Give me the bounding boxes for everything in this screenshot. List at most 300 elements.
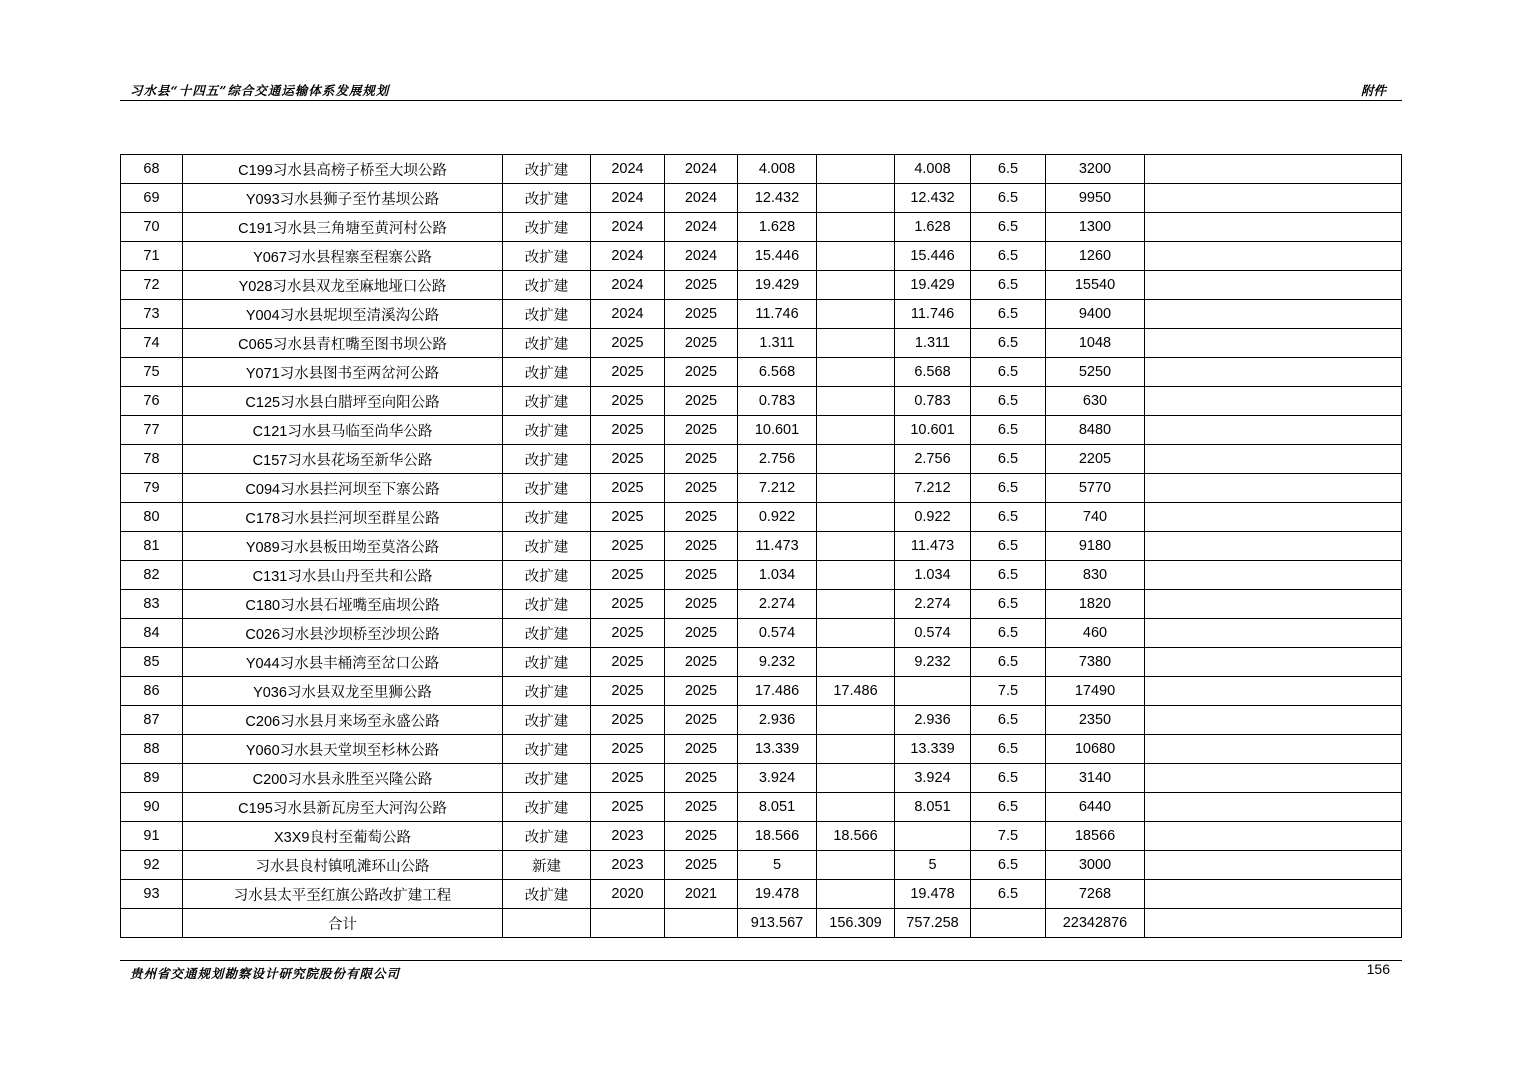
road-project-table [120, 154, 1402, 938]
cell-total-length: 2.756 [738, 445, 817, 474]
cell-remark [1145, 416, 1402, 445]
cell-investment: 9180 [1046, 532, 1145, 561]
cell-construction-type: 改扩建 [503, 677, 591, 706]
cell-length-a [817, 300, 895, 329]
cell-construction-type: 改扩建 [503, 184, 591, 213]
table-row [121, 184, 1402, 213]
cell-road-width [971, 909, 1046, 938]
cell-number: 76 [121, 387, 183, 416]
cell-number [121, 909, 183, 938]
cell-start-year: 2025 [591, 561, 665, 590]
cell-road-width: 6.5 [971, 619, 1046, 648]
cell-construction-type: 改扩建 [503, 445, 591, 474]
cell-investment: 3200 [1046, 155, 1145, 184]
cell-length-b: 13.339 [895, 735, 971, 764]
table-row [121, 793, 1402, 822]
table-row [121, 764, 1402, 793]
cell-length-b: 1.034 [895, 561, 971, 590]
cell-end-year: 2024 [665, 242, 738, 271]
cell-total-length: 18.566 [738, 822, 817, 851]
cell-investment: 1260 [1046, 242, 1145, 271]
cell-end-year: 2025 [665, 764, 738, 793]
table-row [121, 387, 1402, 416]
cell-length-a [817, 619, 895, 648]
cell-start-year: 2023 [591, 822, 665, 851]
table-row [121, 561, 1402, 590]
cell-construction-type: 改扩建 [503, 300, 591, 329]
cell-remark [1145, 445, 1402, 474]
cell-road-width: 6.5 [971, 532, 1046, 561]
cell-project-name: Y067习水县程寨至程寨公路 [183, 242, 503, 271]
cell-remark [1145, 184, 1402, 213]
cell-project-name: C026习水县沙坝桥至沙坝公路 [183, 619, 503, 648]
cell-length-b: 4.008 [895, 155, 971, 184]
cell-length-a [817, 590, 895, 619]
cell-project-name: Y089习水县板田坳至莫洛公路 [183, 532, 503, 561]
cell-construction-type: 改扩建 [503, 735, 591, 764]
cell-total-length: 6.568 [738, 358, 817, 387]
cell-end-year: 2025 [665, 300, 738, 329]
cell-start-year: 2023 [591, 851, 665, 880]
cell-start-year: 2025 [591, 677, 665, 706]
cell-remark [1145, 532, 1402, 561]
cell-length-a [817, 387, 895, 416]
page-number: 156 [1366, 961, 1390, 977]
cell-investment: 740 [1046, 503, 1145, 532]
cell-construction-type: 改扩建 [503, 532, 591, 561]
cell-investment: 830 [1046, 561, 1145, 590]
header-attachment-label: 附件 [1360, 83, 1386, 98]
cell-project-name: C178习水县拦河坝至群星公路 [183, 503, 503, 532]
cell-number: 83 [121, 590, 183, 619]
cell-end-year: 2025 [665, 503, 738, 532]
cell-length-b: 3.924 [895, 764, 971, 793]
cell-remark [1145, 358, 1402, 387]
cell-project-name: Y004习水县坭坝至清溪沟公路 [183, 300, 503, 329]
cell-project-name: C191习水县三角塘至黄河村公路 [183, 213, 503, 242]
cell-remark [1145, 329, 1402, 358]
cell-project-name: C065习水县青杠嘴至图书坝公路 [183, 329, 503, 358]
cell-length-b: 8.051 [895, 793, 971, 822]
cell-total-length: 1.311 [738, 329, 817, 358]
cell-end-year: 2025 [665, 416, 738, 445]
cell-length-b: 2.936 [895, 706, 971, 735]
cell-length-a: 17.486 [817, 677, 895, 706]
cell-start-year: 2025 [591, 590, 665, 619]
cell-length-b: 12.432 [895, 184, 971, 213]
cell-length-a [817, 329, 895, 358]
cell-road-width: 7.5 [971, 677, 1046, 706]
table-row [121, 503, 1402, 532]
cell-length-a: 18.566 [817, 822, 895, 851]
cell-length-b: 9.232 [895, 648, 971, 677]
cell-end-year: 2025 [665, 329, 738, 358]
cell-total-length: 2.274 [738, 590, 817, 619]
cell-number: 70 [121, 213, 183, 242]
cell-road-width: 6.5 [971, 445, 1046, 474]
cell-length-a [817, 184, 895, 213]
cell-number: 84 [121, 619, 183, 648]
cell-end-year: 2025 [665, 706, 738, 735]
cell-investment: 7380 [1046, 648, 1145, 677]
cell-length-b: 15.446 [895, 242, 971, 271]
cell-total-length: 15.446 [738, 242, 817, 271]
cell-number: 90 [121, 793, 183, 822]
cell-number: 87 [121, 706, 183, 735]
cell-end-year: 2025 [665, 851, 738, 880]
cell-project-name: C200习水县永胜至兴隆公路 [183, 764, 503, 793]
cell-construction-type: 改扩建 [503, 155, 591, 184]
cell-remark [1145, 909, 1402, 938]
cell-investment: 17490 [1046, 677, 1145, 706]
cell-construction-type: 改扩建 [503, 880, 591, 909]
cell-road-width: 6.5 [971, 358, 1046, 387]
cell-length-b: 1.311 [895, 329, 971, 358]
cell-remark [1145, 271, 1402, 300]
cell-road-width: 6.5 [971, 329, 1046, 358]
cell-total-length: 913.567 [738, 909, 817, 938]
cell-construction-type: 改扩建 [503, 793, 591, 822]
cell-number: 72 [121, 271, 183, 300]
cell-number: 73 [121, 300, 183, 329]
cell-start-year: 2025 [591, 532, 665, 561]
cell-end-year: 2025 [665, 474, 738, 503]
table-row [121, 619, 1402, 648]
cell-length-b: 2.756 [895, 445, 971, 474]
cell-remark [1145, 677, 1402, 706]
cell-remark [1145, 822, 1402, 851]
cell-number: 79 [121, 474, 183, 503]
page-header [120, 80, 1402, 101]
cell-start-year: 2025 [591, 358, 665, 387]
cell-start-year: 2025 [591, 503, 665, 532]
cell-total-length: 12.432 [738, 184, 817, 213]
cell-start-year: 2025 [591, 706, 665, 735]
cell-construction-type: 改扩建 [503, 590, 591, 619]
table-total-row [121, 909, 1402, 938]
cell-total-length: 0.783 [738, 387, 817, 416]
cell-remark [1145, 503, 1402, 532]
table-row [121, 242, 1402, 271]
cell-length-a [817, 503, 895, 532]
cell-number: 80 [121, 503, 183, 532]
cell-length-a [817, 735, 895, 764]
cell-remark [1145, 155, 1402, 184]
cell-road-width: 6.5 [971, 300, 1046, 329]
cell-road-width: 7.5 [971, 822, 1046, 851]
cell-length-a [817, 764, 895, 793]
cell-start-year: 2025 [591, 735, 665, 764]
cell-construction-type: 改扩建 [503, 271, 591, 300]
cell-length-a [817, 358, 895, 387]
cell-project-name: Y060习水县天堂坝至杉林公路 [183, 735, 503, 764]
cell-start-year: 2024 [591, 213, 665, 242]
cell-investment: 3000 [1046, 851, 1145, 880]
cell-construction-type: 改扩建 [503, 242, 591, 271]
table-row [121, 648, 1402, 677]
cell-project-name: C180习水县石垭嘴至庙坝公路 [183, 590, 503, 619]
cell-end-year: 2025 [665, 677, 738, 706]
cell-start-year: 2024 [591, 242, 665, 271]
cell-remark [1145, 648, 1402, 677]
cell-number: 77 [121, 416, 183, 445]
cell-length-b: 0.574 [895, 619, 971, 648]
cell-total-length: 9.232 [738, 648, 817, 677]
cell-number: 69 [121, 184, 183, 213]
cell-start-year: 2025 [591, 793, 665, 822]
cell-remark [1145, 735, 1402, 764]
cell-remark [1145, 764, 1402, 793]
cell-construction-type: 改扩建 [503, 416, 591, 445]
cell-project-name: 合计 [183, 909, 503, 938]
table-row [121, 329, 1402, 358]
cell-remark [1145, 619, 1402, 648]
cell-construction-type: 改扩建 [503, 474, 591, 503]
table-row [121, 155, 1402, 184]
cell-start-year: 2025 [591, 648, 665, 677]
cell-start-year: 2025 [591, 474, 665, 503]
cell-number: 85 [121, 648, 183, 677]
cell-length-b: 1.628 [895, 213, 971, 242]
cell-remark [1145, 474, 1402, 503]
cell-investment: 5770 [1046, 474, 1145, 503]
cell-investment: 18566 [1046, 822, 1145, 851]
cell-total-length: 11.746 [738, 300, 817, 329]
cell-project-name: 习水县良村镇吼滩环山公路 [183, 851, 503, 880]
cell-start-year: 2020 [591, 880, 665, 909]
cell-road-width: 6.5 [971, 880, 1046, 909]
cell-investment: 9950 [1046, 184, 1145, 213]
cell-remark [1145, 300, 1402, 329]
cell-total-length: 1.628 [738, 213, 817, 242]
cell-number: 88 [121, 735, 183, 764]
cell-investment: 15540 [1046, 271, 1145, 300]
cell-number: 71 [121, 242, 183, 271]
cell-project-name: 习水县太平至红旗公路改扩建工程 [183, 880, 503, 909]
cell-length-a [817, 706, 895, 735]
cell-investment: 460 [1046, 619, 1145, 648]
cell-project-name: X3X9良村至葡萄公路 [183, 822, 503, 851]
cell-total-length: 19.478 [738, 880, 817, 909]
cell-total-length: 17.486 [738, 677, 817, 706]
cell-number: 81 [121, 532, 183, 561]
cell-total-length: 4.008 [738, 155, 817, 184]
cell-road-width: 6.5 [971, 387, 1046, 416]
cell-start-year: 2025 [591, 445, 665, 474]
cell-road-width: 6.5 [971, 416, 1046, 445]
cell-number: 78 [121, 445, 183, 474]
cell-length-b: 11.473 [895, 532, 971, 561]
cell-construction-type: 改扩建 [503, 764, 591, 793]
cell-investment: 3140 [1046, 764, 1145, 793]
cell-end-year: 2025 [665, 590, 738, 619]
cell-investment: 1300 [1046, 213, 1145, 242]
cell-number: 91 [121, 822, 183, 851]
cell-construction-type: 改扩建 [503, 706, 591, 735]
cell-length-a [817, 793, 895, 822]
cell-construction-type: 改扩建 [503, 213, 591, 242]
cell-total-length: 2.936 [738, 706, 817, 735]
cell-construction-type: 改扩建 [503, 503, 591, 532]
cell-length-a [817, 880, 895, 909]
table-row [121, 358, 1402, 387]
table-body [121, 155, 1402, 938]
cell-investment: 10680 [1046, 735, 1145, 764]
cell-project-name: C125习水县白腊坪至向阳公路 [183, 387, 503, 416]
cell-end-year: 2024 [665, 213, 738, 242]
cell-end-year: 2025 [665, 619, 738, 648]
cell-number: 74 [121, 329, 183, 358]
cell-road-width: 6.5 [971, 242, 1046, 271]
cell-investment: 630 [1046, 387, 1145, 416]
cell-start-year: 2025 [591, 619, 665, 648]
cell-total-length: 3.924 [738, 764, 817, 793]
cell-length-b: 0.783 [895, 387, 971, 416]
cell-investment: 1820 [1046, 590, 1145, 619]
cell-remark [1145, 242, 1402, 271]
cell-remark [1145, 793, 1402, 822]
cell-total-length: 1.034 [738, 561, 817, 590]
cell-road-width: 6.5 [971, 590, 1046, 619]
cell-length-b: 7.212 [895, 474, 971, 503]
cell-length-a [817, 213, 895, 242]
cell-remark [1145, 851, 1402, 880]
cell-end-year: 2025 [665, 358, 738, 387]
cell-total-length: 11.473 [738, 532, 817, 561]
cell-road-width: 6.5 [971, 503, 1046, 532]
cell-start-year: 2025 [591, 329, 665, 358]
cell-end-year: 2025 [665, 271, 738, 300]
cell-length-b [895, 677, 971, 706]
cell-investment: 2350 [1046, 706, 1145, 735]
cell-length-a [817, 474, 895, 503]
cell-start-year: 2024 [591, 184, 665, 213]
cell-construction-type: 改扩建 [503, 619, 591, 648]
cell-length-a [817, 561, 895, 590]
cell-end-year: 2025 [665, 445, 738, 474]
cell-investment: 5250 [1046, 358, 1145, 387]
cell-project-name: Y036习水县双龙至里狮公路 [183, 677, 503, 706]
cell-length-b: 757.258 [895, 909, 971, 938]
cell-remark [1145, 706, 1402, 735]
cell-investment: 7268 [1046, 880, 1145, 909]
cell-end-year: 2024 [665, 155, 738, 184]
cell-project-name: C206习水县月来场至永盛公路 [183, 706, 503, 735]
cell-road-width: 6.5 [971, 561, 1046, 590]
cell-road-width: 6.5 [971, 793, 1046, 822]
cell-project-name: C157习水县花场至新华公路 [183, 445, 503, 474]
cell-length-b: 11.746 [895, 300, 971, 329]
cell-length-b: 19.429 [895, 271, 971, 300]
cell-remark [1145, 590, 1402, 619]
cell-road-width: 6.5 [971, 271, 1046, 300]
cell-length-b: 10.601 [895, 416, 971, 445]
table-row [121, 271, 1402, 300]
cell-length-a [817, 445, 895, 474]
cell-start-year: 2024 [591, 155, 665, 184]
cell-length-b: 5 [895, 851, 971, 880]
cell-construction-type: 改扩建 [503, 358, 591, 387]
cell-length-b: 2.274 [895, 590, 971, 619]
cell-number: 86 [121, 677, 183, 706]
cell-end-year: 2025 [665, 822, 738, 851]
cell-construction-type: 改扩建 [503, 561, 591, 590]
cell-road-width: 6.5 [971, 706, 1046, 735]
cell-project-name: Y028习水县双龙至麻地垭口公路 [183, 271, 503, 300]
cell-length-a [817, 242, 895, 271]
cell-number: 68 [121, 155, 183, 184]
cell-remark [1145, 561, 1402, 590]
cell-end-year: 2025 [665, 387, 738, 416]
cell-number: 89 [121, 764, 183, 793]
cell-construction-type: 改扩建 [503, 822, 591, 851]
cell-project-name: Y093习水县狮子至竹基坝公路 [183, 184, 503, 213]
cell-investment: 2205 [1046, 445, 1145, 474]
cell-construction-type [503, 909, 591, 938]
cell-number: 75 [121, 358, 183, 387]
cell-length-b: 6.568 [895, 358, 971, 387]
header-title: 习水县“十四五”综合交通运输体系发展规划 [130, 83, 390, 98]
cell-end-year [665, 909, 738, 938]
cell-investment: 9400 [1046, 300, 1145, 329]
cell-total-length: 10.601 [738, 416, 817, 445]
cell-road-width: 6.5 [971, 184, 1046, 213]
cell-investment: 6440 [1046, 793, 1145, 822]
cell-start-year: 2025 [591, 764, 665, 793]
cell-length-a [817, 851, 895, 880]
cell-start-year: 2025 [591, 387, 665, 416]
cell-end-year: 2025 [665, 735, 738, 764]
cell-construction-type: 改扩建 [503, 648, 591, 677]
cell-total-length: 19.429 [738, 271, 817, 300]
cell-construction-type: 改扩建 [503, 329, 591, 358]
cell-construction-type: 新建 [503, 851, 591, 880]
table-row [121, 880, 1402, 909]
cell-number: 92 [121, 851, 183, 880]
cell-road-width: 6.5 [971, 648, 1046, 677]
cell-project-name: C195习水县新瓦房至大河沟公路 [183, 793, 503, 822]
cell-length-a [817, 416, 895, 445]
cell-project-name: C094习水县拦河坝至下寨公路 [183, 474, 503, 503]
cell-road-width: 6.5 [971, 851, 1046, 880]
table-row [121, 300, 1402, 329]
cell-end-year: 2021 [665, 880, 738, 909]
cell-total-length: 7.212 [738, 474, 817, 503]
cell-length-a [817, 532, 895, 561]
cell-total-length: 0.922 [738, 503, 817, 532]
cell-remark [1145, 880, 1402, 909]
cell-road-width: 6.5 [971, 764, 1046, 793]
cell-project-name: Y044习水县丰桶湾至岔口公路 [183, 648, 503, 677]
table-row [121, 735, 1402, 764]
footer-company-name: 贵州省交通规划勘察设计研究院股份有限公司 [130, 966, 401, 981]
cell-remark [1145, 213, 1402, 242]
cell-length-a [817, 648, 895, 677]
cell-start-year: 2024 [591, 271, 665, 300]
cell-total-length: 0.574 [738, 619, 817, 648]
cell-end-year: 2025 [665, 648, 738, 677]
cell-length-b: 19.478 [895, 880, 971, 909]
cell-end-year: 2025 [665, 532, 738, 561]
cell-project-name: C121习水县马临至尚华公路 [183, 416, 503, 445]
cell-start-year: 2025 [591, 416, 665, 445]
cell-road-width: 6.5 [971, 155, 1046, 184]
table-row [121, 445, 1402, 474]
cell-road-width: 6.5 [971, 735, 1046, 764]
cell-start-year: 2024 [591, 300, 665, 329]
table-row [121, 822, 1402, 851]
cell-start-year [591, 909, 665, 938]
